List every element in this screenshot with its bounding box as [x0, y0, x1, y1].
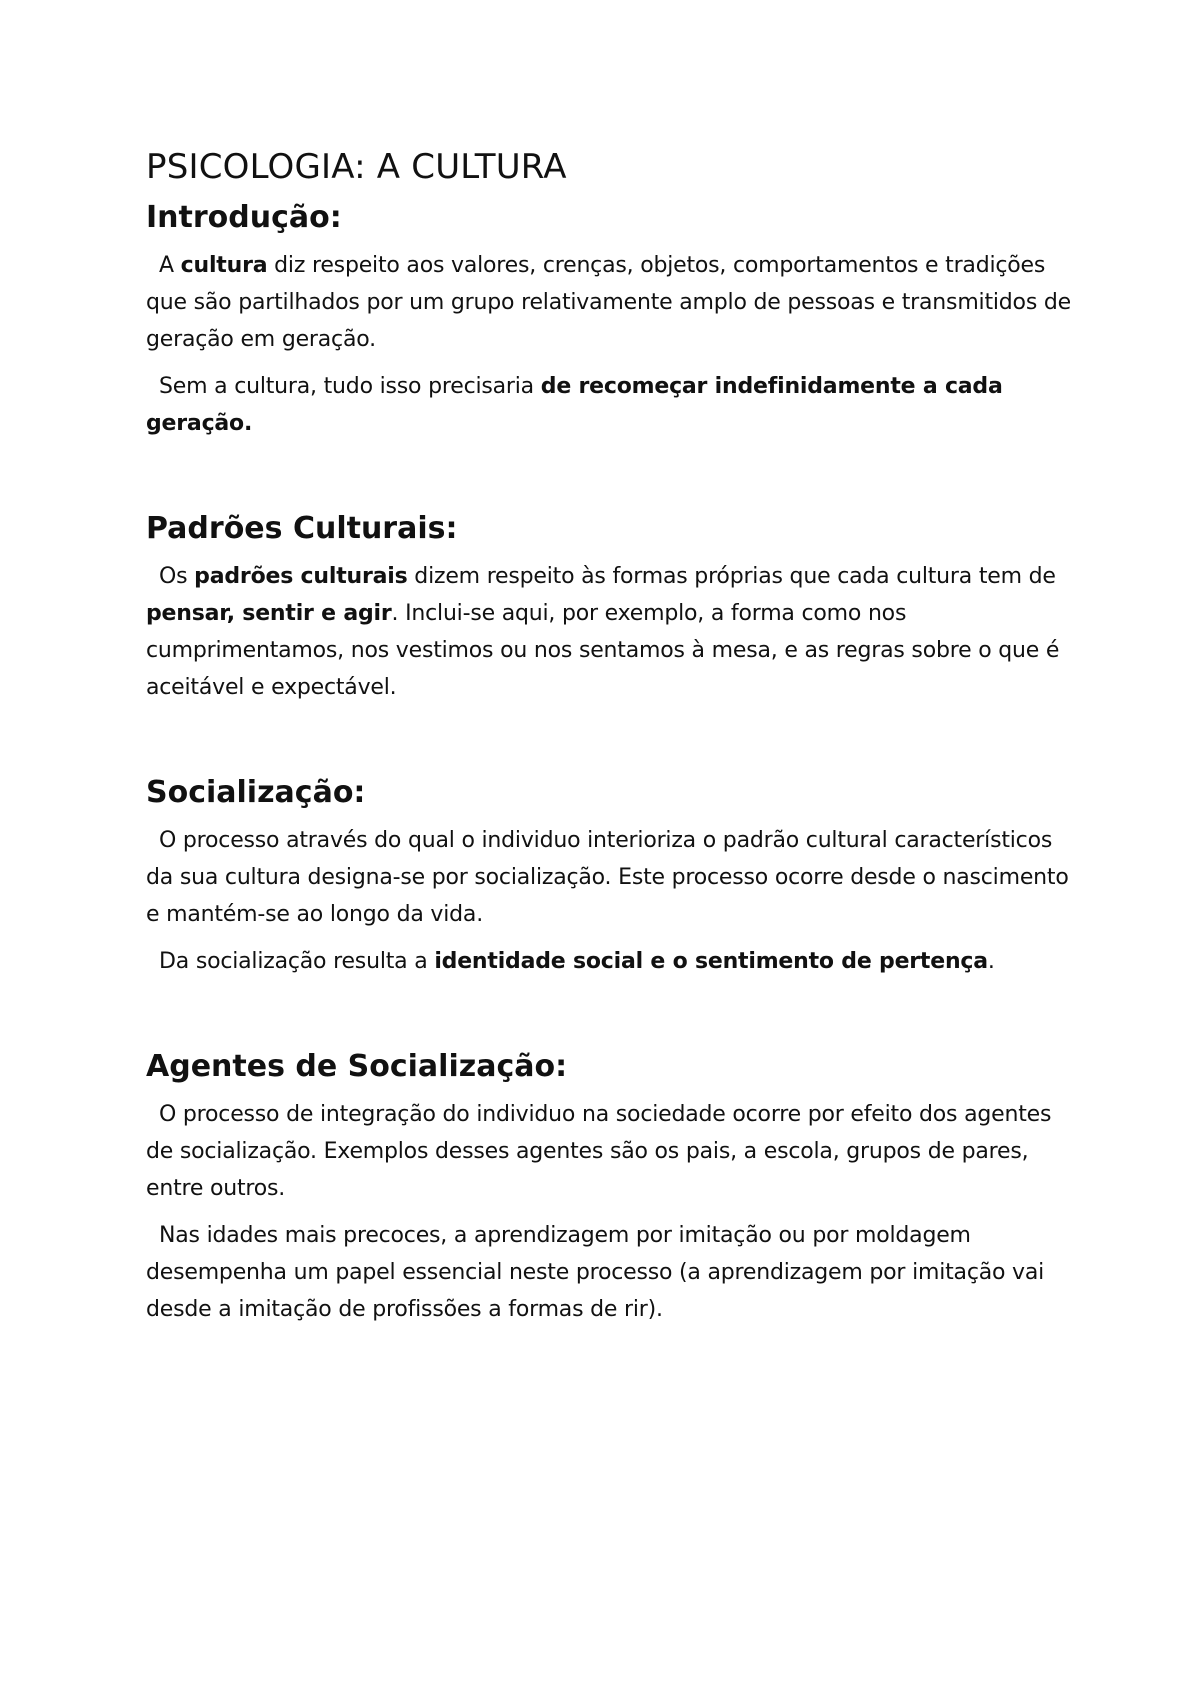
bold-text-run: de recomeçar indefinidamente a cada geração.: [146, 374, 1003, 436]
text-run: Da socialização resulta a: [159, 949, 435, 974]
section-heading-padroes-culturais: Padrões Culturais:: [146, 511, 458, 546]
text-run: Sem a cultura, tudo isso precisaria: [159, 374, 541, 399]
text-run: diz respeito aos valores, crenças, objetos, comportamentos e tradições que são partilhados por um grupo relativamente amplo de pessoas e transmitidos de geração em geração.: [146, 253, 1071, 352]
paragraph: [146, 368, 1076, 442]
paragraph: [146, 943, 1076, 980]
text-run: dizem respeito às formas próprias que cada cultura tem de: [407, 564, 1056, 589]
paragraph: [146, 1096, 1076, 1207]
bold-text-run: pensar, sentir e agir: [146, 601, 392, 626]
text-run: Nas idades mais precoces, a aprendizagem por imitação ou por moldagem desempenha um papel essencial neste processo (a aprendizagem por imitação vai desde a imitação de profissões a formas de rir).: [146, 1223, 1045, 1322]
paragraph: [146, 822, 1076, 933]
text-run: A: [159, 253, 181, 278]
bold-text-run: identidade social e o sentimento de pertença: [434, 949, 988, 974]
paragraph: [146, 558, 1076, 706]
document-content: [146, 142, 1076, 1328]
paragraph: [146, 1217, 1076, 1328]
section-heading-introducao: Introdução:: [146, 200, 342, 235]
bold-text-run: padrões culturais: [194, 564, 408, 589]
document-title: PSICOLOGIA: A CULTURA: [146, 147, 567, 187]
text-run: .: [987, 949, 995, 974]
text-run: Os: [159, 564, 195, 589]
bold-text-run: cultura: [180, 253, 268, 278]
section-heading-agentes-de-socializacao: Agentes de Socialização:: [146, 1049, 568, 1084]
section-heading-socializacao: Socialização:: [146, 775, 366, 810]
paragraph: [146, 247, 1076, 358]
text-run: O processo através do qual o individuo interioriza o padrão cultural característicos da sua cultura designa-se por socialização. Este processo ocorre desde o nascimento e mantém-se ao longo da vida.: [146, 828, 1069, 927]
text-run: . Inclui-se aqui, por exemplo, a forma como nos cumprimentamos, nos vestimos ou nos sentamos à mesa, e as regras sobre o que é aceitável e expectável.: [146, 601, 1060, 700]
text-run: O processo de integração do individuo na sociedade ocorre por efeito dos agentes de socialização. Exemplos desses agentes são os pais, a escola, grupos de pares, entre outros.: [146, 1102, 1052, 1201]
